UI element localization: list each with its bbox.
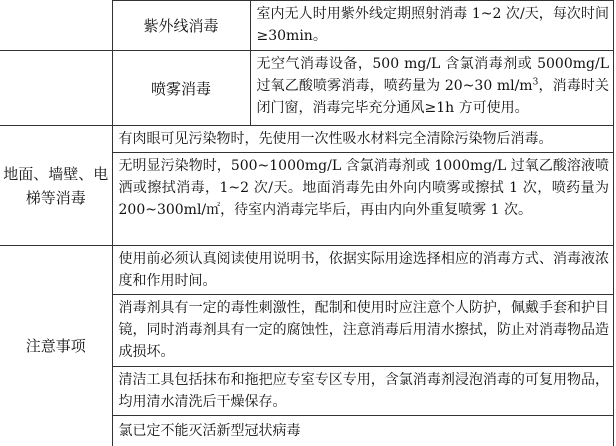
note-cell: 氯已定不能灭活新型冠状病毒 [112,416,614,446]
category-cell: 注意事项 [0,246,112,446]
superscript: 3 [532,77,539,88]
method-cell: 喷雾消毒 [112,51,250,126]
description-text: ，消毒时关闭门窗，消毒完毕充分通风≥1h 方可使用。 [256,78,609,116]
table-row [0,126,614,153]
note-cell: 使用前必须认真阅读使用说明书，依据实际用途选择相应的消毒方式、消毒液浓度和作用时间。 [112,246,614,295]
description-cell: 有肉眼可见污染物时，先使用一次性吸水材料完全清除污染物后消毒。 [112,126,614,153]
note-cell: 清洁工具包括抹布和拖把应专室专区专用，含氯消毒剂浸泡消毒的可复用物品，均用清水清洗后干燥保存。 [112,367,614,416]
table-row [0,246,614,295]
description-text: 无空气消毒设备，500 mg/L 含氯消毒剂或 5000mg/L 过氧乙酸喷雾消毒，喷药量为 20~30 ml/m [256,56,609,94]
empty-category-cell [0,1,112,51]
table-row [0,1,614,51]
description-cell: 室内无人时用紫外线定期照射消毒 1~2 次/天，每次时间≥30min。 [250,1,614,51]
category-cell: 地面、墙壁、电梯等消毒 [0,126,112,246]
description-cell: 无明显污染物时，500~1000mg/L 含氯消毒剂或 1000mg/L 过氧乙酸溶液喷洒或擦拭消毒，1~2 次/天。地面消毒先由外向内喷雾或擦拭 1 次，喷药量为 200~300ml/㎡，待室内消毒完毕后，再由内向外重复喷雾 1 次。 [112,153,614,246]
note-cell: 消毒剂具有一定的毒性刺激性，配制和使用时应注意个人防护，佩戴手套和护目镜，同时消毒剂具有一定的腐蚀性，注意消毒后用清水擦拭，防止对消毒物品造成损坏。 [112,295,614,367]
table-row [0,51,614,126]
description-cell [250,51,614,126]
method-cell: 紫外线消毒 [112,1,250,51]
empty-category-cell [0,51,112,126]
